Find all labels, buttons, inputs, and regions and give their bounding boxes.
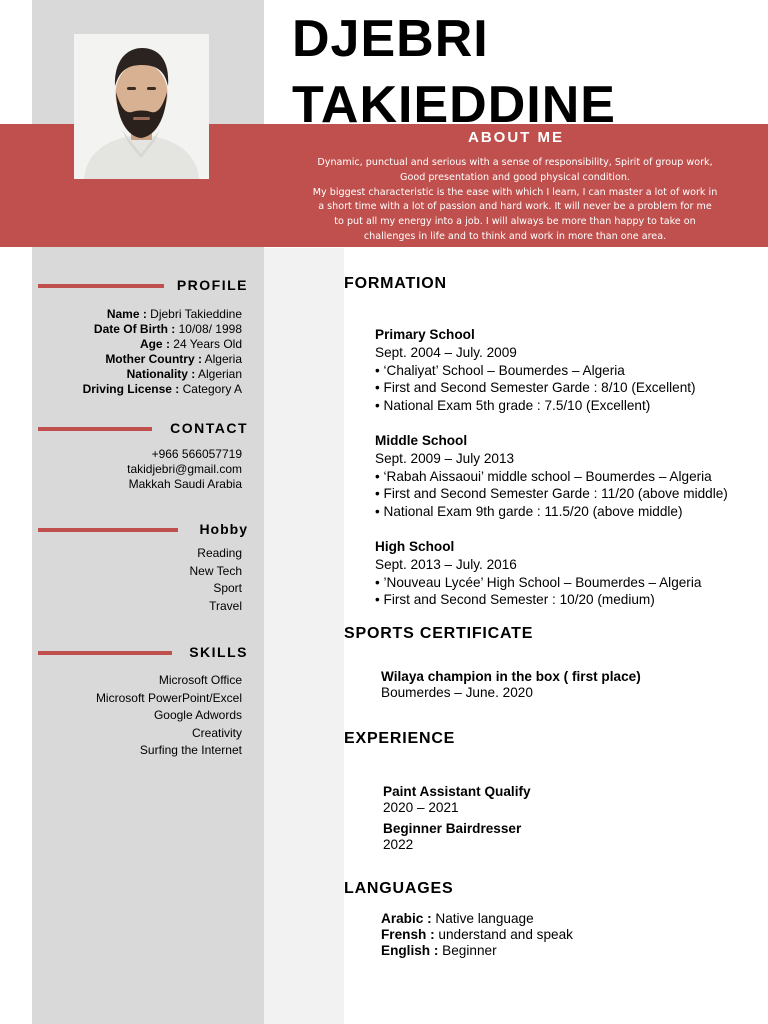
sports-item-title: Wilaya champion in the box ( first place)	[381, 669, 641, 684]
about-line: Good presentation and good physical condition.	[400, 171, 630, 183]
school-primary	[375, 326, 696, 415]
profile-value: Category A	[179, 381, 242, 396]
profile-photo	[74, 34, 209, 179]
skill-item: Google Adwords	[153, 708, 242, 723]
experience-item	[383, 821, 521, 853]
school-detail: • National Exam 5th grade : 7.5/10 (Excellent)	[375, 398, 651, 414]
about-line: challenges in life and to think and work in more than one area.	[363, 230, 667, 242]
skill-item: Creativity	[191, 725, 242, 740]
school-period: Sept. 2004 – July. 2009	[375, 344, 517, 360]
skill-item: Surfing the Internet	[139, 743, 242, 758]
languages-list	[381, 911, 573, 959]
language-level: Beginner	[438, 943, 497, 958]
middle-strip	[264, 248, 344, 1024]
name-line-2: TAKIEDDINE	[292, 76, 616, 134]
profile-row	[83, 382, 242, 397]
sports-item	[381, 669, 641, 701]
sports-title: SPORTS CERTIFICATE	[344, 625, 534, 642]
language-label: English :	[381, 943, 439, 958]
about-line: to put all my energy into a job. I will always be more than happy to take on	[334, 216, 696, 228]
contact-heading	[34, 418, 248, 438]
school-detail: • First and Second Semester Garde : 8/10 (Excellent)	[375, 380, 696, 396]
school-detail: • ’Nouveau Lycée’ High School – Boumerdes – Algeria	[375, 574, 702, 590]
experience-item	[383, 784, 531, 816]
experience-role: Paint Assistant Qualify	[383, 784, 531, 799]
profile-row	[83, 352, 242, 367]
formation-title: FORMATION	[344, 275, 447, 292]
email-address[interactable]: takidjebri@gmail.com	[127, 462, 242, 476]
about-line: Dynamic, punctual and serious with a sense of responsibility, Spirit of group work,	[317, 157, 713, 168]
school-detail: • First and Second Semester : 10/20 (medium)	[375, 592, 655, 608]
language-level: Native language	[431, 911, 534, 926]
language-row	[381, 943, 573, 959]
profile-label: Nationality :	[126, 366, 196, 381]
sports-item-detail: Boumerdes – June. 2020	[381, 685, 533, 700]
skill-item: Microsoft Office	[158, 673, 242, 687]
profile-label: Mother Country :	[105, 351, 202, 366]
language-row	[381, 927, 573, 943]
profile-row	[83, 322, 242, 337]
skills-heading	[34, 642, 248, 662]
school-period: Sept. 2009 – July 2013	[375, 450, 515, 466]
profile-value: Algerian	[195, 366, 242, 381]
heading-rule	[38, 528, 178, 532]
experience-period: 2020 – 2021	[383, 800, 459, 815]
school-middle	[375, 432, 728, 521]
profile-label: Age :	[139, 336, 170, 351]
profile-value: Djebri Takieddine	[146, 307, 242, 321]
profile-value: 24 Years Old	[169, 336, 242, 351]
profile-row	[83, 367, 242, 382]
language-row	[381, 911, 573, 927]
profile-list	[83, 307, 242, 396]
hobby-heading	[34, 519, 248, 539]
skills-title: SKILLS	[189, 644, 248, 660]
profile-value: Algeria	[201, 351, 242, 366]
hobby-item: New Tech	[189, 563, 242, 578]
about-text	[284, 156, 746, 245]
profile-row	[83, 307, 242, 322]
profile-row	[83, 337, 242, 352]
phone-number[interactable]: +966 566057719	[151, 447, 242, 461]
school-name: High School	[375, 539, 455, 554]
language-level: understand and speak	[434, 927, 573, 942]
location: Makkah Saudi Arabia	[128, 477, 242, 491]
school-detail: • First and Second Semester Garde : 11/20 (above middle)	[375, 486, 728, 502]
heading-rule	[38, 427, 152, 431]
school-detail: • ‘Chaliyat’ School – Boumerdes – Algeria	[375, 362, 625, 378]
school-detail: • National Exam 9th garde : 11.5/20 (above middle)	[375, 504, 683, 520]
hobby-item: Reading	[197, 546, 242, 560]
skills-list	[96, 672, 242, 760]
about-title: ABOUT ME	[468, 129, 564, 146]
candidate-name	[292, 6, 616, 138]
school-name: Middle School	[375, 433, 468, 448]
school-detail: • ‘Rabah Aissaoui’ middle school – Boumerdes – Algeria	[375, 468, 712, 484]
profile-label: Driving License :	[82, 381, 180, 396]
school-name: Primary School	[375, 327, 475, 342]
experience-title: EXPERIENCE	[344, 730, 456, 747]
school-period: Sept. 2013 – July. 2016	[375, 556, 517, 572]
profile-heading	[34, 275, 248, 295]
profile-label: Date Of Birth :	[93, 321, 176, 336]
languages-title: LANGUAGES	[344, 880, 454, 897]
language-label: Arabic :	[381, 911, 432, 926]
experience-period: 2022	[383, 837, 414, 852]
hobby-list	[190, 545, 242, 615]
person-portrait-icon	[74, 34, 209, 179]
heading-rule	[38, 651, 172, 655]
language-label: Frensh :	[381, 927, 435, 942]
heading-rule	[38, 284, 164, 288]
name-line-1: DJEBRI	[292, 10, 489, 68]
hobby-item: Sport	[213, 581, 242, 596]
hobby-item: Travel	[209, 598, 242, 613]
skill-item: Microsoft PowerPoint/Excel	[95, 690, 242, 705]
contact-title: CONTACT	[170, 420, 248, 436]
experience-role: Beginner Bairdresser	[383, 821, 522, 836]
profile-label: Name :	[106, 307, 147, 321]
contact-list	[127, 447, 242, 492]
about-line: a short time with a lot of passion and hard work. It will never be a problem for me	[318, 201, 712, 213]
school-high	[375, 538, 701, 609]
about-line: My biggest characteristic is the ease with which I learn, I can master a lot of work in	[312, 186, 718, 198]
hobby-title: Hobby	[199, 521, 248, 537]
profile-value: 10/08/ 1998	[175, 321, 242, 336]
profile-title: PROFILE	[176, 277, 248, 293]
